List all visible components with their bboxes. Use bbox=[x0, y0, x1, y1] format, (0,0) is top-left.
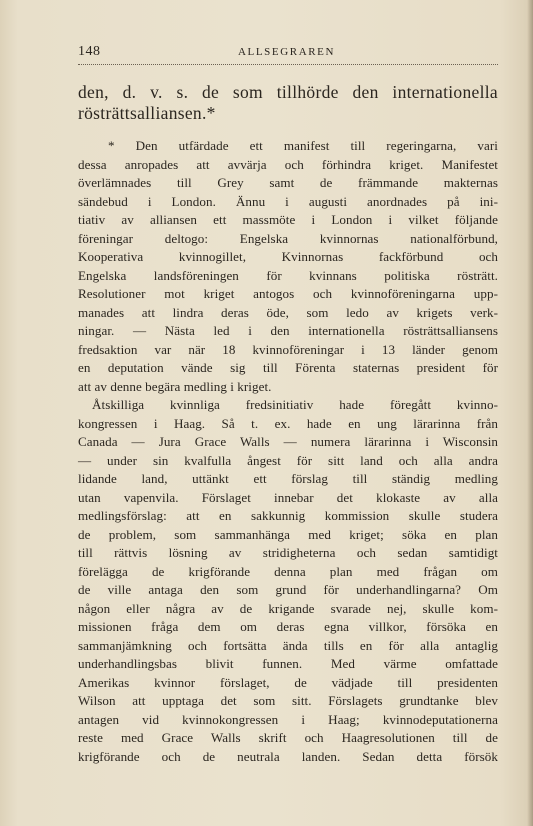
footnote-line: sammanjämkning och fortsätta ända tills en för alla antaglig bbox=[78, 637, 498, 653]
footnote-line: antagen vid kvinnokongressen i Haag; kvinnodeputationerna bbox=[78, 711, 498, 727]
footnote-line: missionen fråga dem om deras egna villkor, försöka en bbox=[78, 619, 498, 634]
main-text-line: rösträttsalliansen.* bbox=[78, 103, 216, 123]
footnote-line: de problem, som sammanhänga med kriget; söka en plan bbox=[78, 526, 498, 542]
footnote-line: — under sin kvalfulla ångest för sitt land och alla andra bbox=[78, 452, 498, 468]
footnote-line: * Den utfärdade ett manifest till regeringarna, vari bbox=[108, 138, 498, 153]
footnote-line: sändebud i London. Ännu i augusti anordnades på ini- bbox=[78, 193, 498, 209]
footnote-line: Engelska landsföreningen för kvinnans politiska rösträtt. bbox=[78, 267, 498, 283]
footnote-line: förelägga de krigförande denna plan med frågan om bbox=[78, 563, 498, 579]
footnote-line: överlämnades till Grey samt de främmande makternas bbox=[78, 175, 498, 190]
footnote-line: reste med Grace Walls skrift och Haagresolutionen till de bbox=[78, 730, 498, 745]
footnote-line: lidande land, uttänkt ett förslag till ständig medling bbox=[78, 471, 498, 486]
footnote-line: manades att lindra deras öde, som ledo av krigets verk- bbox=[78, 304, 498, 320]
footnote-line: krigförande och de neutrala landen. Sedan detta försök bbox=[78, 748, 498, 764]
footnote bbox=[78, 137, 498, 766]
running-title: ALLSEGRAREN bbox=[238, 46, 336, 58]
footnote-line: någon eller några av de krigande svarade nej, skulle kom- bbox=[78, 600, 498, 616]
main-text-line: den, d. v. s. de som tillhörde den internationella bbox=[78, 82, 498, 102]
page-header bbox=[78, 44, 498, 62]
footnote-line: utan vapenvila. Förslaget innebar det klokaste av alla bbox=[78, 489, 498, 505]
footnote-line: en deputation vände sig till Förenta staternas president för bbox=[78, 360, 498, 375]
footnote-line: dessa anropades att avvärja och förhindra kriget. Manifestet bbox=[78, 156, 498, 172]
footnote-line: kongressen i Haag. Så t. ex. hade en ung lärarinna från bbox=[78, 415, 498, 431]
footnote-line: Åtskilliga kvinnliga fredsinitiativ hade föregått kvinno- bbox=[92, 397, 498, 412]
footnote-line: ningar. — Nästa led i den internationella rösträttsalliansens bbox=[78, 323, 498, 338]
footnote-line: de ville antaga den som grund för underhandlingarna? Om bbox=[78, 582, 498, 597]
footnote-line: Kooperativa kvinnogillet, Kvinnornas fackförbund och bbox=[78, 249, 498, 264]
footnote-line: Amerikas kvinnor förslaget, de vädjade till presidenten bbox=[78, 674, 498, 690]
footnote-line: fredsaktion var när 18 kvinnoföreningar i 13 länder genom bbox=[78, 341, 498, 357]
footnote-line: till rättvis lösning av stridigheterna och sedan samtidigt bbox=[78, 545, 498, 560]
footnote-line: Wilson att upptaga det som sitt. Förslagets grundtanke blev bbox=[78, 693, 498, 708]
footnote-line: Resolutioner mot kriget antogos och kvinnoföreningarna upp- bbox=[78, 286, 498, 301]
footnote-line: tiativ av alliansen ett massmöte i London i vilket följande bbox=[78, 212, 498, 227]
header-rule bbox=[78, 64, 498, 65]
footnote-line: att av denne begära medling i kriget. bbox=[78, 378, 272, 394]
footnote-line: underhandlingsbas blivit funnen. Med värme omfattade bbox=[78, 656, 498, 671]
main-text bbox=[78, 82, 498, 124]
page-edge-shadow bbox=[527, 0, 533, 826]
footnote-line: föreningar deltogo: Engelska kvinnornas nationalförbund, bbox=[78, 230, 498, 246]
footnote-line: medlingsförslag: att en sakkunnig kommission skulle studera bbox=[78, 508, 498, 523]
page-number: 148 bbox=[78, 44, 101, 59]
footnote-line: Canada — Jura Grace Walls — numera lärarinna i Wisconsin bbox=[78, 434, 498, 449]
